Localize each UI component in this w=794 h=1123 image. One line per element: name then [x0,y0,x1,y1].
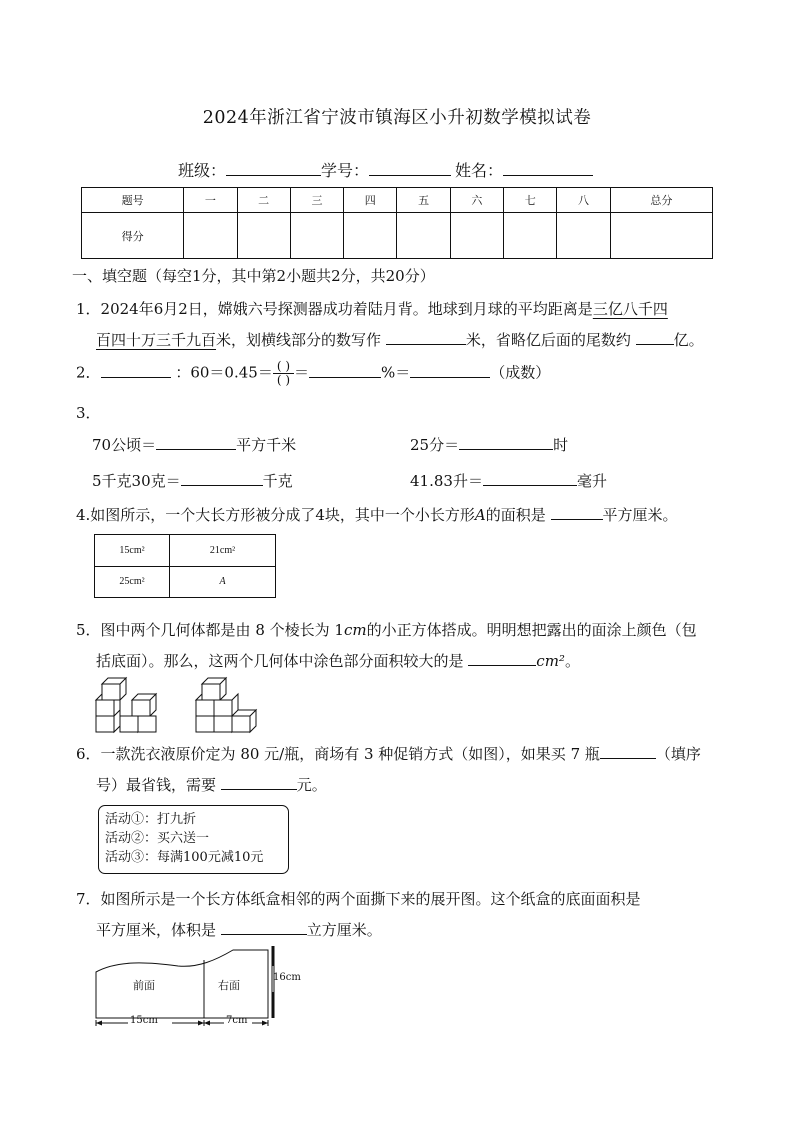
area-cell: 15cm² [95,535,170,567]
q4-text: 4.如图所示，一个大长方形被分成了4块，其中一个小长方形 [76,506,475,524]
name-blank[interactable] [503,161,593,176]
q4-text: 的面积是 [485,506,546,524]
score-cell[interactable] [237,213,290,259]
cube-figures [92,674,262,736]
q4-variable: A [474,506,486,524]
q5-blank[interactable] [468,651,536,666]
score-cell[interactable] [290,213,343,259]
promo-item: 活动③：每满100元减10元 [105,850,264,865]
score-cell[interactable] [397,213,450,259]
header-cell: 三 [290,188,343,213]
score-cell[interactable] [610,213,712,259]
net-figure [88,944,318,1032]
q7-text: 平方厘米，体积是 [96,921,217,939]
q4-text: 平方厘米。 [602,506,678,524]
q1-line2 [96,329,704,350]
q3-text: 70公顷＝ [92,436,157,454]
name-label: 姓名： [455,161,504,180]
q2-blank-3[interactable] [410,363,490,378]
height-label: 16cm [273,972,301,983]
q1-text: 亿。 [673,331,704,349]
right-face-label: 右面 [218,979,240,992]
q1-underlined-number-cont: 百四十万三千九百 [96,331,217,349]
q3-text: 千克 [262,472,293,490]
q2-blank-2[interactable] [309,363,381,378]
area-cell: 25cm² [95,566,170,598]
q3-item-d [410,470,607,491]
q3-blank-b[interactable] [459,435,553,450]
q3-item-a [92,434,296,455]
q3-text: 时 [553,436,569,454]
q3-blank-c[interactable] [181,471,263,486]
q7-blank[interactable] [221,920,307,935]
q3-text: 毫升 [576,472,607,490]
q5-line1 [76,619,697,640]
score-table [81,187,713,259]
q3-text: 平方千米 [236,436,297,454]
score-cell[interactable] [504,213,557,259]
q1-underlined-number: 三亿八千四 [592,300,668,318]
q1-text: 米，划横线部分的数写作 [216,331,382,349]
class-blank[interactable] [226,161,321,176]
q1-line1 [76,298,668,319]
header-cell: 八 [557,188,610,213]
score-cell[interactable] [344,213,397,259]
q6-text: （填序 [655,745,701,763]
q2-text: ＝ [294,363,310,382]
width2-label: 7cm [226,1015,248,1026]
header-cell: 题号 [82,188,184,213]
q6-text: 元。 [296,776,327,794]
q5-text: 5．图中两个几何体都是由 8 个棱长为 1 [76,621,344,639]
q3-item-b [410,434,568,455]
score-cell[interactable] [557,213,610,259]
q3-text: 5千克30克＝ [92,472,181,490]
q3-item-c [92,470,293,491]
q1-text: 米，省略亿后面的尾数约 [465,331,631,349]
promotion-box [98,805,289,874]
q2-text: %＝ [381,363,411,382]
q1-blank-2[interactable] [636,330,674,345]
header-cell: 六 [450,188,503,213]
width1-label: 15cm [130,1015,158,1026]
q6-text: 6．一款洗衣液原价定为 80 元/瓶，商场有 3 种促销方式（如图），如果买 7 瓶 [76,745,600,763]
q7-line1: 7．如图所示是一个长方体纸盒相邻的两个面撕下来的展开图。这个纸盒的底面面积是 [76,890,641,908]
q6-blank-2[interactable] [221,775,297,790]
q3-blank-d[interactable] [483,471,577,486]
page-title: 2024年浙江省宁波市镇海区小升初数学模拟试卷 [202,108,592,128]
q2-number: 2． [76,363,101,382]
section1-heading: 一、填空题（每空1分，其中第2小题共2分，共20分） [72,267,435,285]
q5-text: 括底面）。那么，这两个几何体中涂色部分面积较大的是 [96,652,464,670]
number-blank[interactable] [369,161,451,176]
front-face-label: 前面 [133,979,155,992]
student-info [178,158,593,181]
class-label: 班级： [178,161,227,180]
q6-text: 号）最省钱，需要 [96,776,217,794]
q5-line2 [96,650,580,671]
header-cell: 总分 [610,188,712,213]
q5-unit: cm² [536,652,565,670]
q7-line2 [96,919,382,940]
header-cell: 七 [504,188,557,213]
fraction-numerator[interactable]: ( ) [273,360,294,374]
q3-number: 3． [76,404,101,422]
q3-text: 41.83升＝ [410,472,483,490]
q6-blank-1[interactable] [600,744,656,759]
q6-line2 [96,774,327,795]
fraction-denominator[interactable]: ( ) [276,373,291,387]
q2-fraction [273,360,294,387]
area-cell: 21cm² [170,535,276,567]
promo-item: 活动①：打九折 [105,812,197,827]
q3-blank-a[interactable] [156,435,236,450]
header-cell: 一 [184,188,237,213]
q7-text: 立方厘米。 [306,921,382,939]
q1-text: 1．2024年6月2日，嫦娥六号探测器成功着陆月背。地球到月球的平均距离是 [76,300,593,318]
q4-line [76,504,678,525]
number-label: 学号： [321,161,370,180]
q3-text: 25分＝ [410,436,460,454]
score-table-header [82,188,713,213]
q6-line1 [76,743,701,764]
area-cell-a: A [170,566,276,598]
header-cell: 二 [237,188,290,213]
q2-text: ：60＝0.45＝ [175,363,273,382]
q4-blank[interactable] [551,505,603,520]
promo-item: 活动②：买六送一 [105,831,210,846]
header-cell: 四 [344,188,397,213]
score-cell[interactable] [184,213,237,259]
score-row [82,213,713,259]
rectangle-figure [94,534,276,598]
q5-text: 。 [564,652,580,670]
header-cell: 五 [397,188,450,213]
q2-line [76,360,550,387]
q5-text: 的小正方体搭成。明明想把露出的面涂上颜色（包 [366,621,697,639]
q5-unit: cm [343,621,367,639]
q2-blank-1[interactable] [101,363,171,378]
q1-blank-1[interactable] [386,330,466,345]
score-cell[interactable] [450,213,503,259]
q2-text: （成数） [490,363,551,382]
score-row-label: 得分 [82,213,184,259]
